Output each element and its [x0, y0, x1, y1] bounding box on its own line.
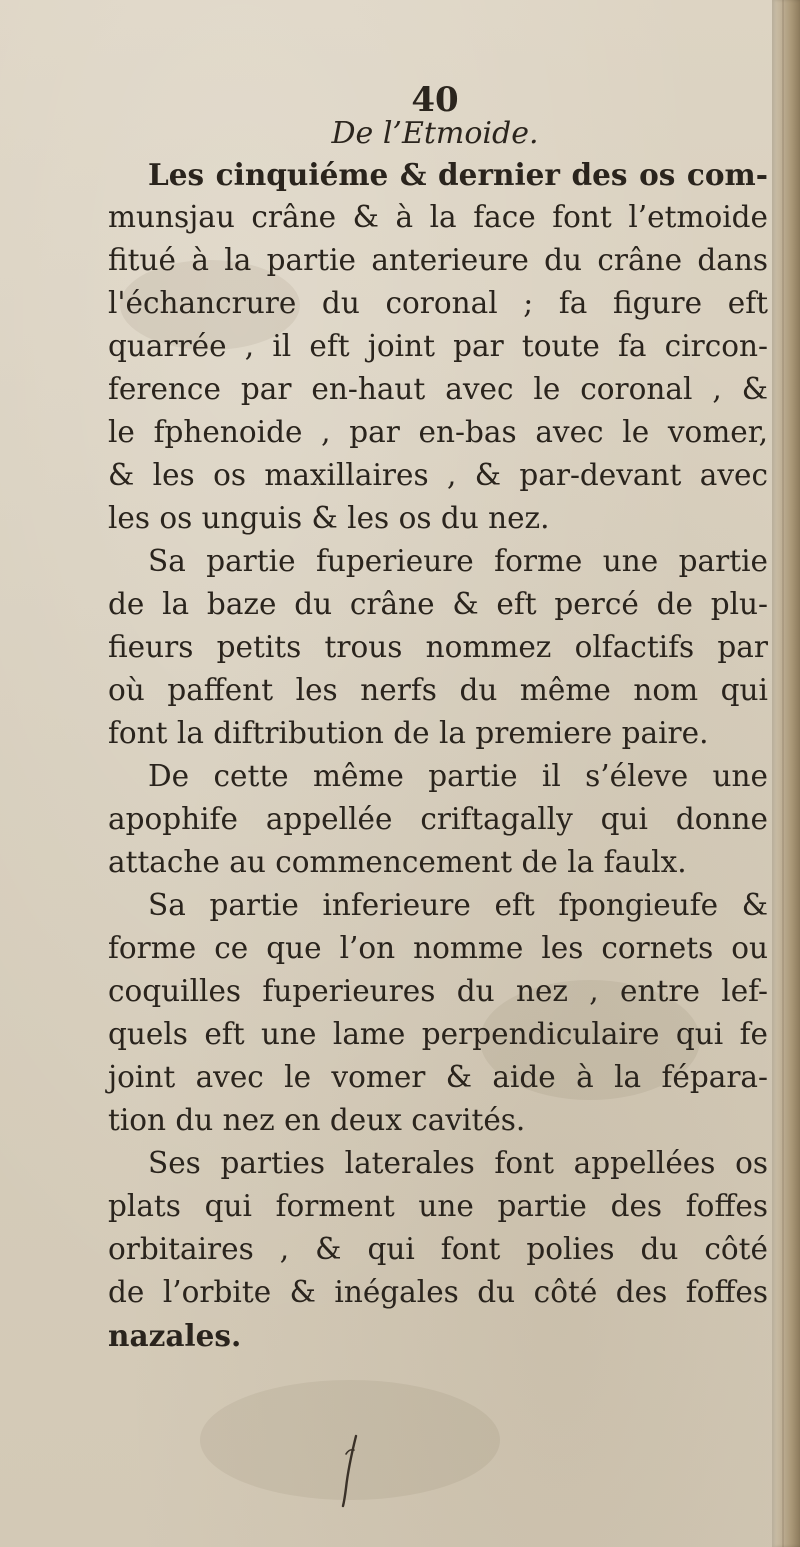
page-number: 40	[411, 80, 459, 120]
text-line: De cette même partie il s’éleve une	[148, 759, 768, 793]
text-line: quels eft une lame perpendiculaire qui fe	[108, 1017, 768, 1051]
text-line: où paffent les nerfs du même nom qui	[108, 673, 768, 707]
page-gutter	[772, 0, 800, 1547]
text-line: les os unguis & les os du nez.	[108, 501, 550, 535]
text-line: Sa partie inferieure eft fpongieufe &	[148, 888, 768, 922]
text-line: ference par en-haut avec le coronal , &	[108, 372, 768, 406]
text-line: plats qui forment une partie des foffes	[108, 1189, 768, 1223]
text-line: Les cinquiéme & dernier des os com-	[148, 157, 768, 192]
text-line: de l’orbite & inégales du côté des foffes	[108, 1275, 768, 1309]
text-line: apophife appellée criftagally qui donne	[108, 802, 768, 836]
text-line: Ses parties laterales font appellées os	[148, 1146, 768, 1180]
text-line: munsjau crâne & à la face font l’etmoide	[108, 200, 768, 234]
body-text	[108, 153, 768, 1357]
text-line: Sa partie fuperieure forme une partie	[148, 544, 768, 578]
text-line: le fphenoide , par en-bas avec le vomer,	[108, 415, 768, 449]
text-line: de la baze du crâne & eft percé de plu-	[108, 587, 768, 621]
text-line: attache au commencement de la faulx.	[108, 845, 687, 879]
text-line: & les os maxillaires , & par-devant avec	[108, 458, 768, 492]
text-line: fitué à la partie anterieure du crâne dans	[108, 243, 768, 277]
text-line: coquilles fuperieures du nez , entre lef-	[108, 974, 768, 1008]
text-line: font la diftribution de la premiere paire.	[108, 716, 709, 750]
text-line: l'échancrure du coronal ; fa figure eft	[108, 286, 768, 320]
text-line: forme ce que l’on nomme les cornets ou	[108, 931, 768, 965]
text-line: orbitaires , & qui font polies du côté	[108, 1232, 768, 1266]
text-line: tion du nez en deux cavités.	[108, 1103, 526, 1137]
text-line: nazales.	[108, 1318, 242, 1353]
running-head: De l’Etmoide.	[331, 116, 539, 151]
pen-mark	[330, 1430, 370, 1510]
text-line: fieurs petits trous nommez olfactifs par	[108, 630, 768, 664]
text-line: joint avec le vomer & aide à la fépara-	[108, 1060, 768, 1094]
text-line: quarrée , il eft joint par toute fa circon-	[108, 329, 768, 363]
